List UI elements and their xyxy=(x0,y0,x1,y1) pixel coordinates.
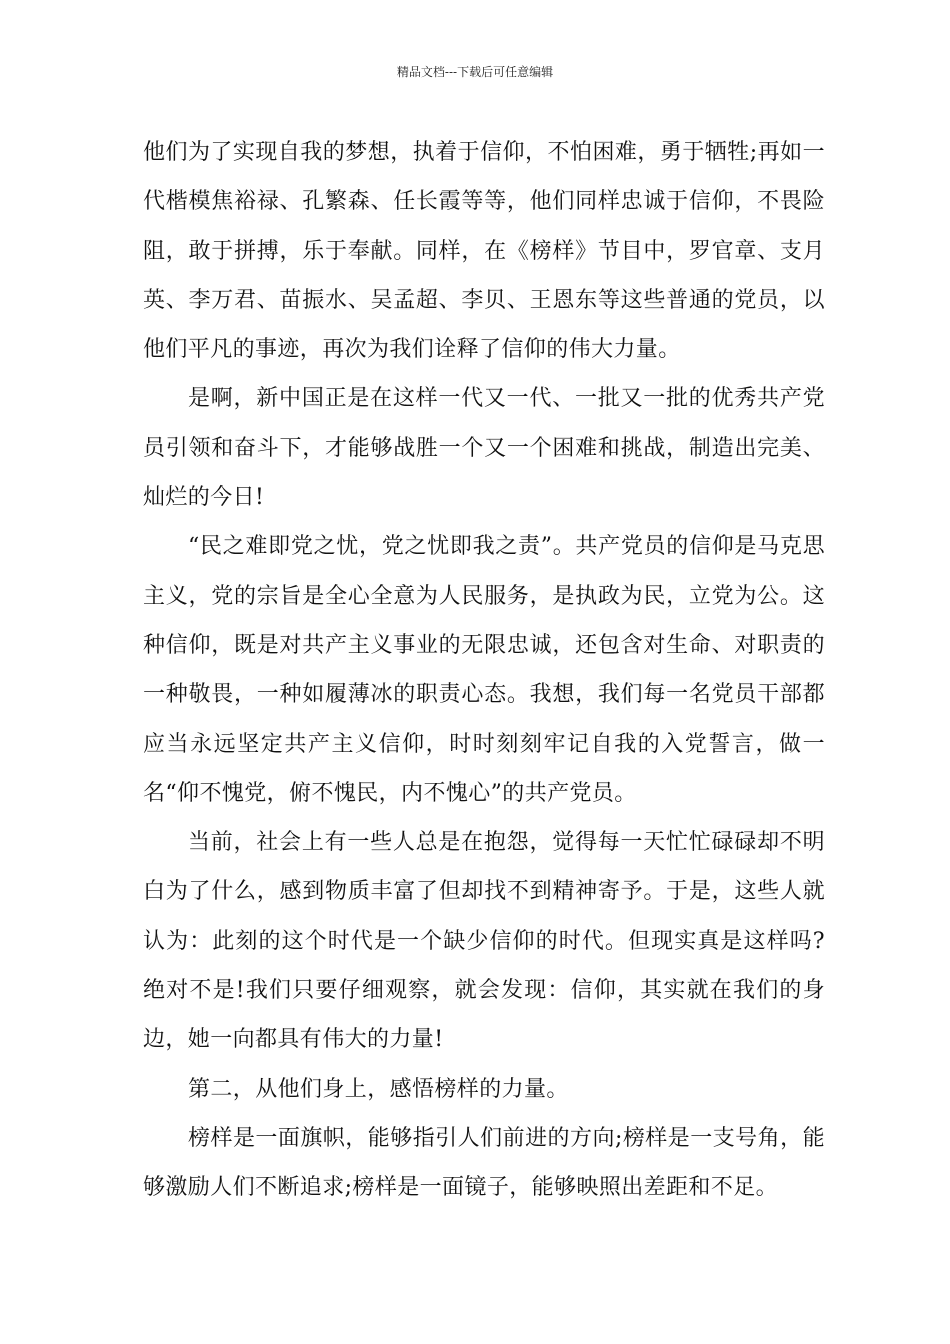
paragraph: 当前，社会上有一些人总是在抱怨，觉得每一天忙忙碌碌却不明白为了什么，感到物质丰富了但却找不到精神寄予。于是，这些人就认为：此刻的这个时代是一个缺少信仰的时代。但现实真是这样吗?绝对不是!我们只要仔细观察，就会发现：信仰，其实就在我们的身边，她一向都具有伟大的力量! xyxy=(143,830,825,1053)
section-heading: 第二，从他们身上，感悟榜样的力量。 xyxy=(188,1076,569,1102)
paragraph: 榜样是一面旗帜，能够指引人们前进的方向;榜样是一支号角，能够激励人们不断追求;榜样是一面镜子，能够映照出差距和不足。 xyxy=(143,1125,825,1201)
document-body xyxy=(143,128,825,1213)
paragraph-continuation: 他们为了实现自我的梦想，执着于信仰，不怕困难，勇于牺牲;再如一代楷模焦裕禄、孔繁森、任长霞等等，他们同样忠诚于信仰，不畏险阻，敢于拼搏，乐于奉献。同样，在《榜样》节目中，罗官章、支月英、李万君、苗振水、吴孟超、李贝、王恩东等这些普通的党员，以他们平凡的事迹，再次为我们诠释了信仰的伟大力量。 xyxy=(143,140,825,363)
paragraph: “民之难即党之忧，党之忧即我之责”。共产党员的信仰是马克思主义，党的宗旨是全心全意为人民服务，是执政为民，立党为公。这种信仰，既是对共产主义事业的无限忠诚，还包含对生命、对职责的一种敬畏，一种如履薄冰的职责心态。我想，我们每一名党员干部都应当永远坚定共产主义信仰，时时刻刻牢记自我的入党誓言，做一名“仰不愧党，俯不愧民，内不愧心”的共产党员。 xyxy=(143,534,825,806)
paragraph: 是啊，新中国正是在这样一代又一代、一批又一批的优秀共产党员引领和奋斗下，才能够战胜一个又一个困难和挑战，制造出完美、灿烂的今日! xyxy=(143,386,825,511)
page-header: 精品文档---下载后可任意编辑 xyxy=(396,65,554,79)
